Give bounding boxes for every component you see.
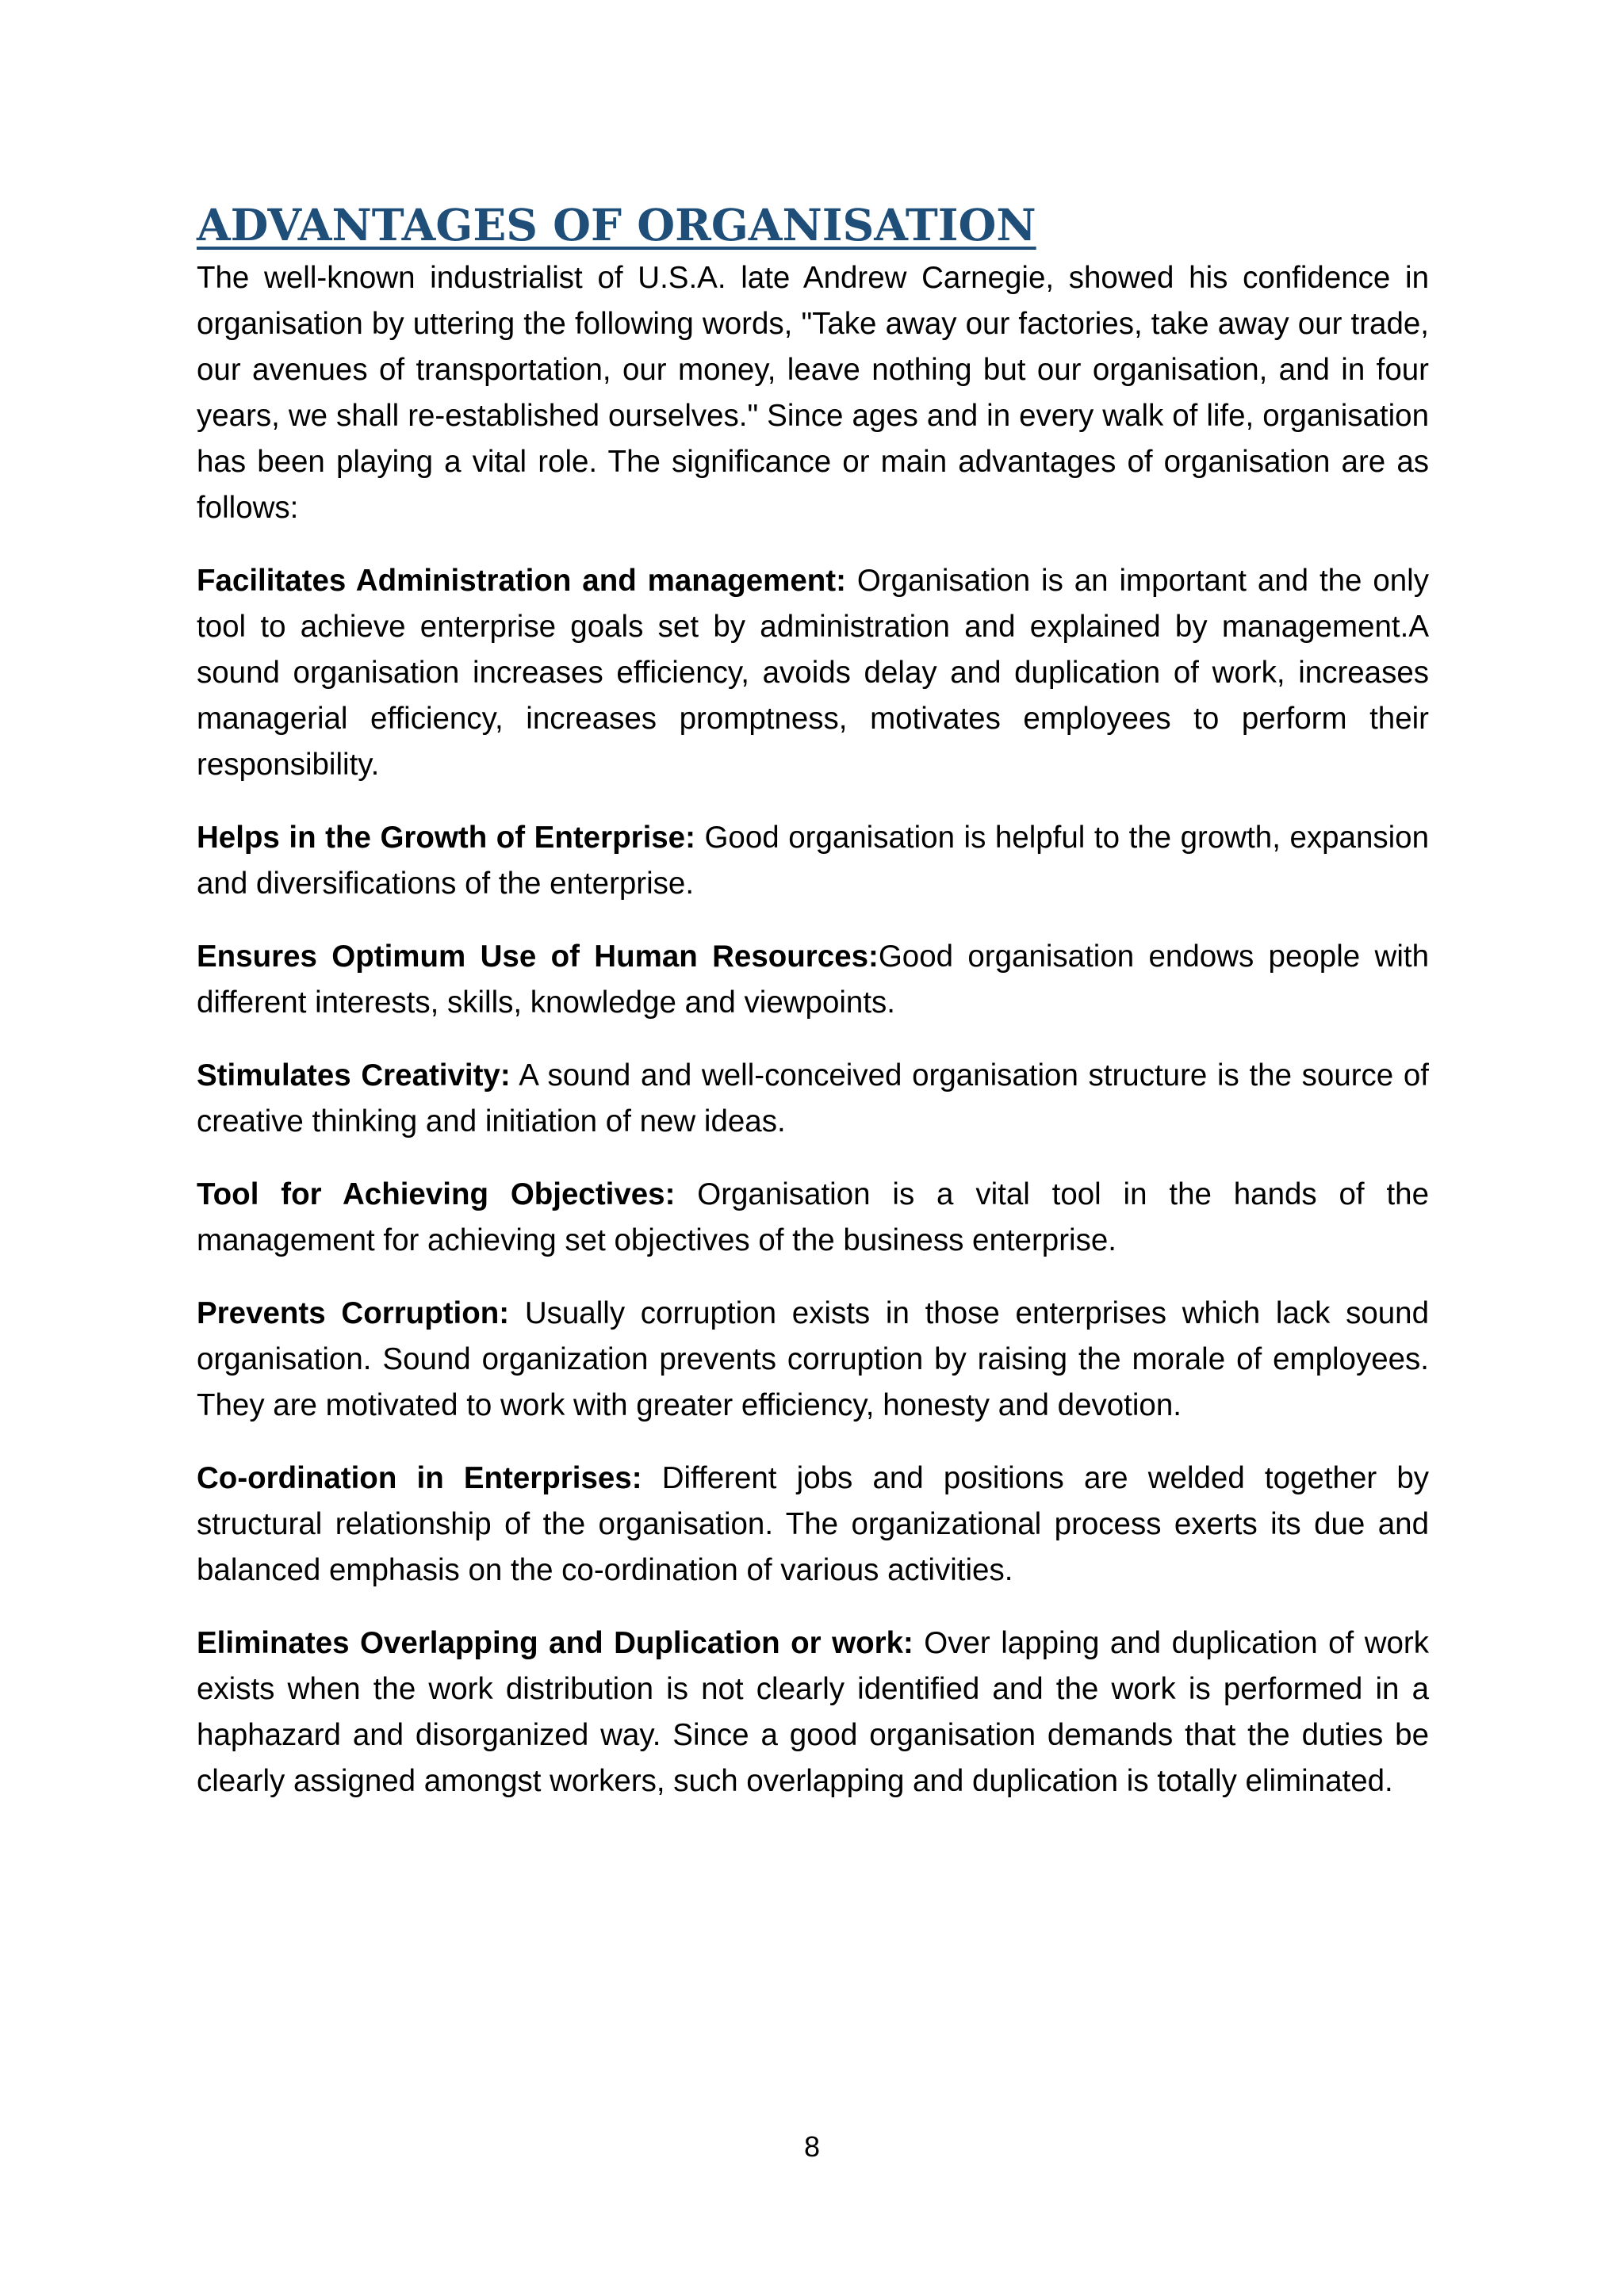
page-title: ADVANTAGES OF ORGANISATION xyxy=(197,199,1036,251)
advantage-term: Stimulates Creativity: xyxy=(197,1058,511,1093)
advantage-text: Organisation is an important and the only tool to achieve enterprise goals set by administration and explained by management.A sound organisation increases efficiency, avoids delay and duplication of work, increases managerial efficiency, increases promptness, motivates employees to perform their responsibility. xyxy=(197,564,1429,782)
advantage-text: Usually corruption exists in those enterprises which lack sound organisation. Sound organization prevents corruption by raising the morale of employees. They are motivated to work with greater efficiency, honesty and devotion. xyxy=(197,1296,1429,1422)
advantage-term: Eliminates Overlapping and Duplication or work: xyxy=(197,1626,914,1660)
advantage-term: Helps in the Growth of Enterprise: xyxy=(197,821,695,855)
advantage-text: Good organisation endows people with different interests, skills, knowledge and viewpoints. xyxy=(197,939,1429,1020)
advantage-text: Different jobs and positions are welded together by structural relationship of the organisation. The organizational process exerts its due and balanced emphasis on the co-ordination of various activities. xyxy=(197,1461,1429,1587)
advantage-text: A sound and well-conceived organisation structure is the source of creative thinking and initiation of new ideas. xyxy=(197,1058,1429,1138)
page-number: 8 xyxy=(803,2130,821,2163)
advantage-term: Co-ordination in Enterprises: xyxy=(197,1461,642,1495)
advantage-text: Over lapping and duplication of work exists when the work distribution is not clearly identified and the work is performed in a haphazard and disorganized way. Since a good organisation demands that the duties be clearly assigned amongst workers, such overlapping and duplication is totally eliminated. xyxy=(197,1626,1429,1798)
advantage-item-coordination xyxy=(197,1456,1429,1594)
advantage-item-corruption xyxy=(197,1291,1429,1429)
advantage-term: Ensures Optimum Use of Human Resources: xyxy=(197,939,879,974)
advantage-item-objectives xyxy=(197,1172,1429,1264)
page-content xyxy=(197,197,1429,1804)
advantage-term: Prevents Corruption: xyxy=(197,1296,510,1330)
advantage-term: Tool for Achieving Objectives: xyxy=(197,1177,676,1211)
advantage-text: Organisation is a vital tool in the hands of the management for achieving set objectives of the business enterprise. xyxy=(197,1177,1429,1257)
advantage-term: Facilitates Administration and management: xyxy=(197,564,846,598)
advantage-item-human-resources xyxy=(197,934,1429,1026)
intro-paragraph: The well-known industrialist of U.S.A. late Andrew Carnegie, showed his confidence in organisation by uttering the following words, "Take away our factories, take away our trade, our avenues of transportation, our money, leave nothing but our organisation, and in four years, we shall re-established ourselves." Since ages and in every walk of life, organisation has been playing a vital role. The significance or main advantages of organisation are as follows: xyxy=(197,261,1429,525)
advantage-item-creativity xyxy=(197,1053,1429,1145)
advantage-item-administration xyxy=(197,558,1429,788)
advantage-text: Good organisation is helpful to the growth, expansion and diversifications of the enterprise. xyxy=(197,821,1429,901)
advantage-item-overlapping xyxy=(197,1621,1429,1804)
advantage-item-growth xyxy=(197,815,1429,907)
